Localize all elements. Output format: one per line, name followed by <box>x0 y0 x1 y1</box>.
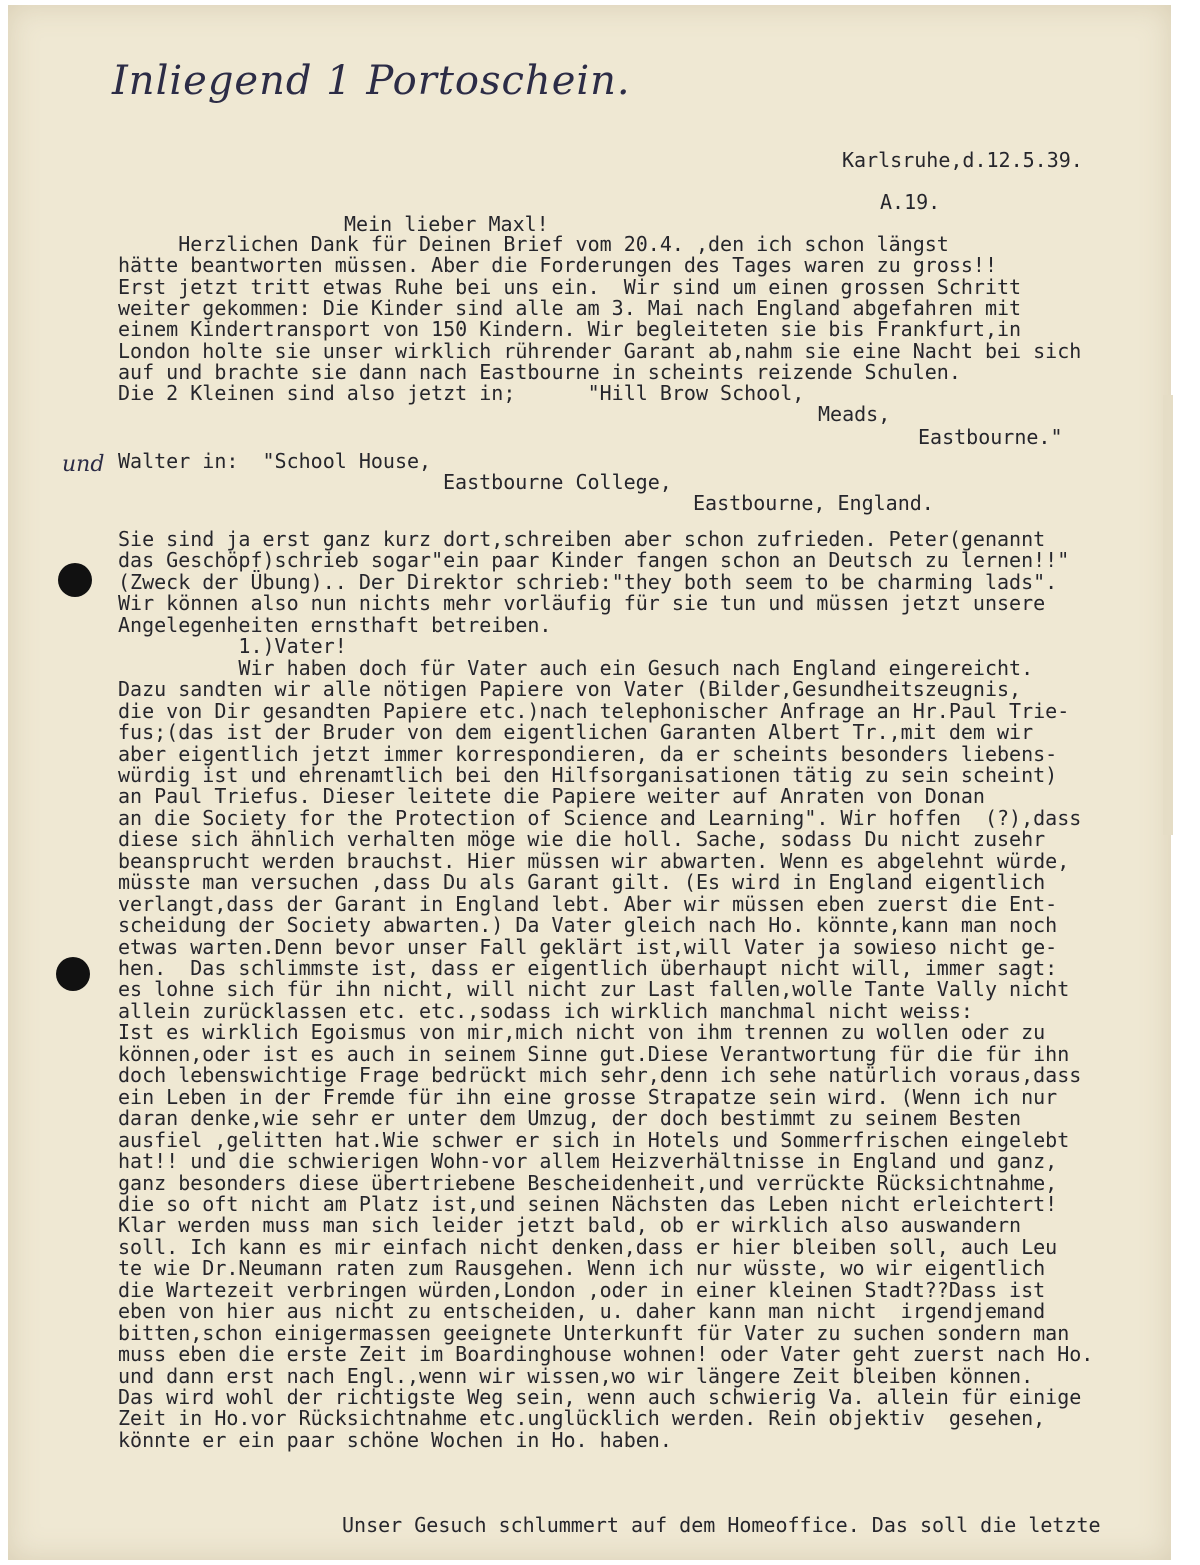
body-line: Wir haben doch für Vater auch ein Gesuch nach England eingereicht. <box>118 655 1034 680</box>
body-line: Herzlichen Dank für Deinen Brief vom 20.4. ,den ich schon längst <box>118 232 949 256</box>
body-line: an die Society for the Protection of Science and Learning". Wir hoffen (?),dass <box>118 805 1082 830</box>
margin-note: und <box>62 452 105 477</box>
body-line: an Paul Triefus. Dieser leitete die Papiere weiter auf Anraten von Donan <box>118 784 985 809</box>
body-line: verlangt,dass der Garant in England lebt. Aber wir müssen eben zuerst die Ent- <box>118 891 1058 916</box>
body-line: könnte er ein paar schöne Wochen in Ho. haben. <box>118 1427 672 1452</box>
body-line: Zeit in Ho.vor Rücksichtnahme etc.unglücklich werden. Rein objektiv gesehen, <box>118 1406 1046 1431</box>
body-line: Ist es wirklich Egoismus von mir,mich nicht von ihm trennen zu wollen oder zu <box>118 1020 1046 1045</box>
handwritten-note: Inliegend 1 Portoschein. <box>112 58 631 104</box>
body-line: London holte sie unser wirklich rührender Garant ab,nahm sie eine Nacht bei sich <box>118 338 1082 363</box>
body-line: Das wird wohl der richtigste Weg sein, wenn auch schwierig Va. allein für einige <box>118 1385 1082 1409</box>
body-line: Die 2 Kleinen sind also jetzt in; "Hill Brow School, <box>118 381 805 406</box>
body-line: einem Kindertransport von 150 Kindern. Wir begleiteten sie bis Frankfurt,in <box>118 317 1022 342</box>
paper-edge <box>1163 395 1173 835</box>
reference-number: A.19. <box>880 190 941 214</box>
body-line: beansprucht werden brauchst. Hier müssen wir abwarten. Wenn es abgelehnt würde, <box>118 848 1070 873</box>
body-line: etwas warten.Denn bevor unser Fall geklärt ist,will Vater ja sowieso nicht ge- <box>118 934 1058 959</box>
body-line: die von Dir gesandten Papiere etc.)nach telephonischer Anfrage an Hr.Paul Trie- <box>118 698 1070 723</box>
body-line: ganz besonders diese übertriebene Bescheidenheit,und verrückte Rücksichtnahme, <box>118 1170 1058 1195</box>
body-line: hen. Das schlimmste ist, dass er eigentlich überhaupt nicht will, immer sagt: <box>118 956 1058 980</box>
address-line: Eastbourne, England. <box>693 491 934 515</box>
body-line: muss eben die erste Zeit im Boardinghouse wohnen! oder Vater geht zuerst nach Ho. <box>118 1342 1094 1367</box>
body-line: fus;(das ist der Bruder von dem eigentlichen Garanten Albert Tr.,mit dem wir <box>118 720 1034 745</box>
body-line: soll. Ich kann es mir einfach nicht denken,dass er hier bleiben soll, auch Leu <box>118 1234 1058 1259</box>
punch-hole-bottom <box>56 957 90 991</box>
body-line: und dann erst nach Engl.,wenn wir wissen,wo wir längere Zeit bleiben können. <box>118 1363 1034 1388</box>
body-line: Klar werden muss man sich leider jetzt bald, ob er wirklich also auswandern <box>118 1213 1022 1238</box>
address-line: Walter in: "School House, <box>118 449 432 473</box>
body-line: ausfiel ,gelitten hat.Wie schwer er sich in Hotels und Sommerfrischen eingelebt <box>118 1127 1070 1152</box>
body-line: bitten,schon einigermassen geeignete Unterkunft für Vater zu suchen sondern man <box>118 1320 1070 1345</box>
body-line: ein Leben in der Fremde für ihn eine grosse Strapatze sein wird. (Wenn ich nur <box>118 1084 1058 1109</box>
body-line: Wir können also nun nichts mehr vorläufig für sie tun und müssen jetzt unsere <box>118 591 1046 616</box>
body-line: eben von hier aus nicht zu entscheiden, u. daher kann man nicht irgendjemand <box>118 1299 1046 1324</box>
body-line: hätte beantworten müssen. Aber die Forderungen des Tages waren zu gross!! <box>118 253 997 278</box>
body-line: hat!! und die schwierigen Wohn-vor allem Heizverhältnisse in England und ganz, <box>118 1149 1058 1174</box>
body-line: scheidung der Society abwarten.) Da Vater gleich nach Ho. könnte,kann man noch <box>118 913 1058 938</box>
body-line: es lohne sich für ihn nicht, will nicht zur Last fallen,wolle Tante Vally nicht <box>118 977 1070 1002</box>
place-date: Karlsruhe,d.12.5.39. <box>842 148 1083 172</box>
body-line: weiter gekommen: Die Kinder sind alle am 3. Mai nach England abgefahren mit <box>118 295 1022 320</box>
body-line: die Wartezeit verbringen würden,London ,oder in einer kleinen Stadt??Dass ist <box>118 1277 1046 1302</box>
address-line: Meads, <box>818 402 891 426</box>
body-line: würdig ist und ehrenamtlich bei den Hilfsorganisationen tätig zu sein scheint) <box>118 762 1058 787</box>
body-line: Erst jetzt tritt etwas Ruhe bei uns ein. Wir sind um einen grossen Schritt <box>118 274 1022 299</box>
address-line: Eastbourne College, <box>443 470 672 494</box>
body-line: aber eigentlich jetzt immer korrespondieren, da er scheints besonders liebens- <box>118 741 1058 766</box>
body-line: Sie sind ja erst ganz kurz dort,schreiben aber schon zufrieden. Peter(genannt <box>118 527 1046 551</box>
body-line: auf und brachte sie dann nach Eastbourne in scheints reizende Schulen. <box>118 359 961 384</box>
body-line: doch lebenswichtige Frage bedrückt mich sehr,denn ich sehe natürlich voraus,dass <box>118 1063 1082 1088</box>
body-line: daran denke,wie sehr er unter dem Umzug, der doch bestimmt zu seinem Besten <box>118 1106 1022 1131</box>
closing-line: Unser Gesuch schlummert auf dem Homeoffice. Das soll die letzte <box>342 1513 1101 1537</box>
body-line: Dazu sandten wir alle nötigen Papiere von Vater (Bilder,Gesundheitszeugnis, <box>118 677 1022 702</box>
punch-hole-top <box>58 563 92 597</box>
body-line: das Geschöpf)schrieb sogar"ein paar Kinder fangen schon an Deutsch zu lernen!!" <box>118 548 1070 573</box>
body-line: können,oder ist es auch in seinem Sinne gut.Diese Verantwortung für die für ihn <box>118 1041 1070 1066</box>
body-line: te wie Dr.Neumann raten zum Rausgehen. Wenn ich nur wüsste, wo wir eigentlich <box>118 1256 1046 1281</box>
body-line: 1.)Vater! <box>118 634 347 659</box>
body-line: Angelegenheiten ernsthaft betreiben. <box>118 612 552 637</box>
body-line: müsste man versuchen ,dass Du als Garant gilt. (Es wird in England eigentlich <box>118 870 1046 895</box>
body-line: allein zurücklassen etc. etc.,sodass ich wirklich manchmal nicht weiss: <box>118 998 973 1023</box>
body-line: die so oft nicht am Platz ist,und seinen Nächsten das Leben nicht erleichtert! <box>118 1191 1058 1216</box>
body-line: (Zweck der Übung).. Der Direktor schrieb:"they both seem to be charming lads". <box>118 569 1058 594</box>
address-line: Eastbourne." <box>918 425 1063 449</box>
salutation: Mein lieber Maxl! <box>344 212 549 236</box>
body-line: diese sich ähnlich verhalten möge wie die holl. Sache, sodass Du nicht zusehr <box>118 827 1046 852</box>
